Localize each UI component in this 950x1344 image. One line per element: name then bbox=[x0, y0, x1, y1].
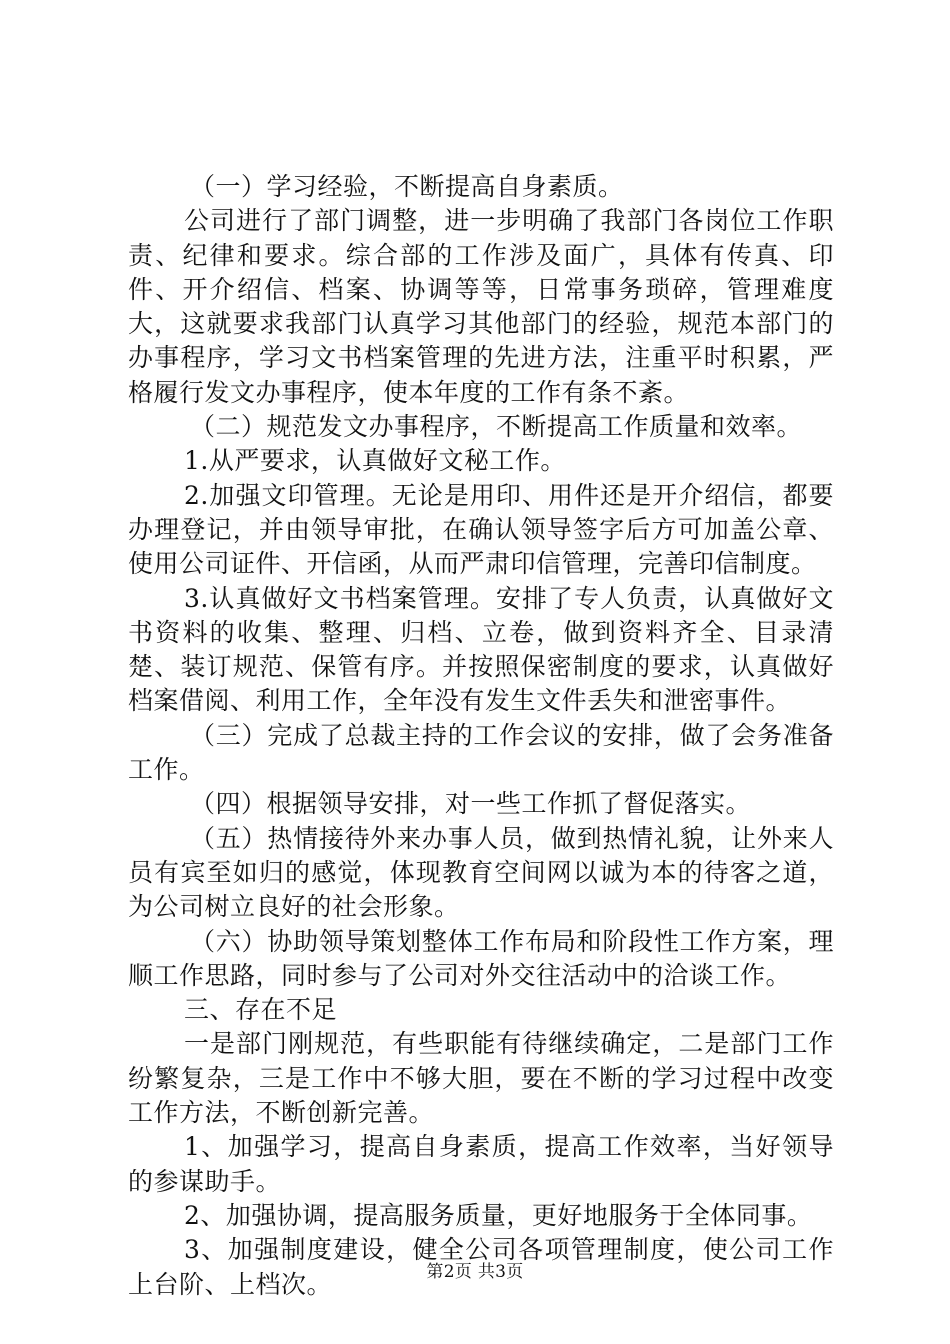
heading-section-6: （六）协助领导策划整体工作布局和阶段性工作方案，理顺工作思路，同时参与了公司对外交往活动中的洽谈工作。 bbox=[128, 926, 834, 990]
list-item-1: 1.从严要求，认真做好文秘工作。 bbox=[184, 446, 566, 476]
heading-shortcomings: 三、存在不足 bbox=[184, 995, 338, 1025]
heading-section-5: （五）热情接待外来办事人员，做到热情礼貌，让外来人员有宾至如归的感觉，体现教育空间网以诚为本的待客之道，为公司树立良好的社会形象。 bbox=[128, 823, 834, 922]
measure-item-3: 3、加强制度建设，健全公司各项管理制度，使公司工作上台阶、上档次。 bbox=[128, 1235, 834, 1299]
heading-section-4: （四）根据领导安排，对一些工作抓了督促落实。 bbox=[190, 789, 752, 819]
document-body bbox=[128, 170, 834, 1302]
paragraph-department-adjustment: 公司进行了部门调整，进一步明确了我部门各岗位工作职责、纪律和要求。综合部的工作涉及面广，具体有传真、印件、开介绍信、档案、协调等等，日常事务琐碎，管理难度大，这就要求我部门认真学习其他部门的经验，规范本部门的办事程序，学习文书档案管理的先进方法，注重平时积累，严格履行发文办事程序，使本年度的工作有条不紊。 bbox=[128, 206, 834, 407]
measure-item-1: 1、加强学习，提高自身素质，提高工作效率，当好领导的参谋助手。 bbox=[128, 1132, 834, 1196]
paragraph-shortcomings: 一是部门刚规范，有些职能有待继续确定，二是部门工作纷繁复杂，三是工作中不够大胆，要在不断的学习过程中改变工作方法，不断创新完善。 bbox=[128, 1029, 834, 1128]
list-item-3: 3.认真做好文书档案管理。安排了专人负责，认真做好文书资料的收集、整理、归档、立卷，做到资料齐全、目录清楚、装订规范、保管有序。并按照保密制度的要求，认真做好档案借阅、利用工作，全年没有发生文件丢失和泄密事件。 bbox=[128, 583, 834, 716]
list-item-2: 2.加强文印管理。无论是用印、用件还是开介绍信，都要办理登记，并由领导审批，在确认领导签字后方可加盖公章、使用公司证件、开信函，从而严肃印信管理，完善印信制度。 bbox=[128, 480, 834, 579]
measure-item-2: 2、加强协调，提高服务质量，更好地服务于全体同事。 bbox=[184, 1200, 813, 1230]
heading-section-3: （三）完成了总裁主持的工作会议的安排，做了会务准备工作。 bbox=[128, 720, 834, 785]
page-number-footer: 第2页 共3页 bbox=[426, 1262, 524, 1282]
heading-section-2: （二）规范发文办事程序，不断提高工作质量和效率。 bbox=[190, 412, 803, 442]
heading-section-1: （一）学习经验，不断提高自身素质。 bbox=[190, 172, 624, 201]
